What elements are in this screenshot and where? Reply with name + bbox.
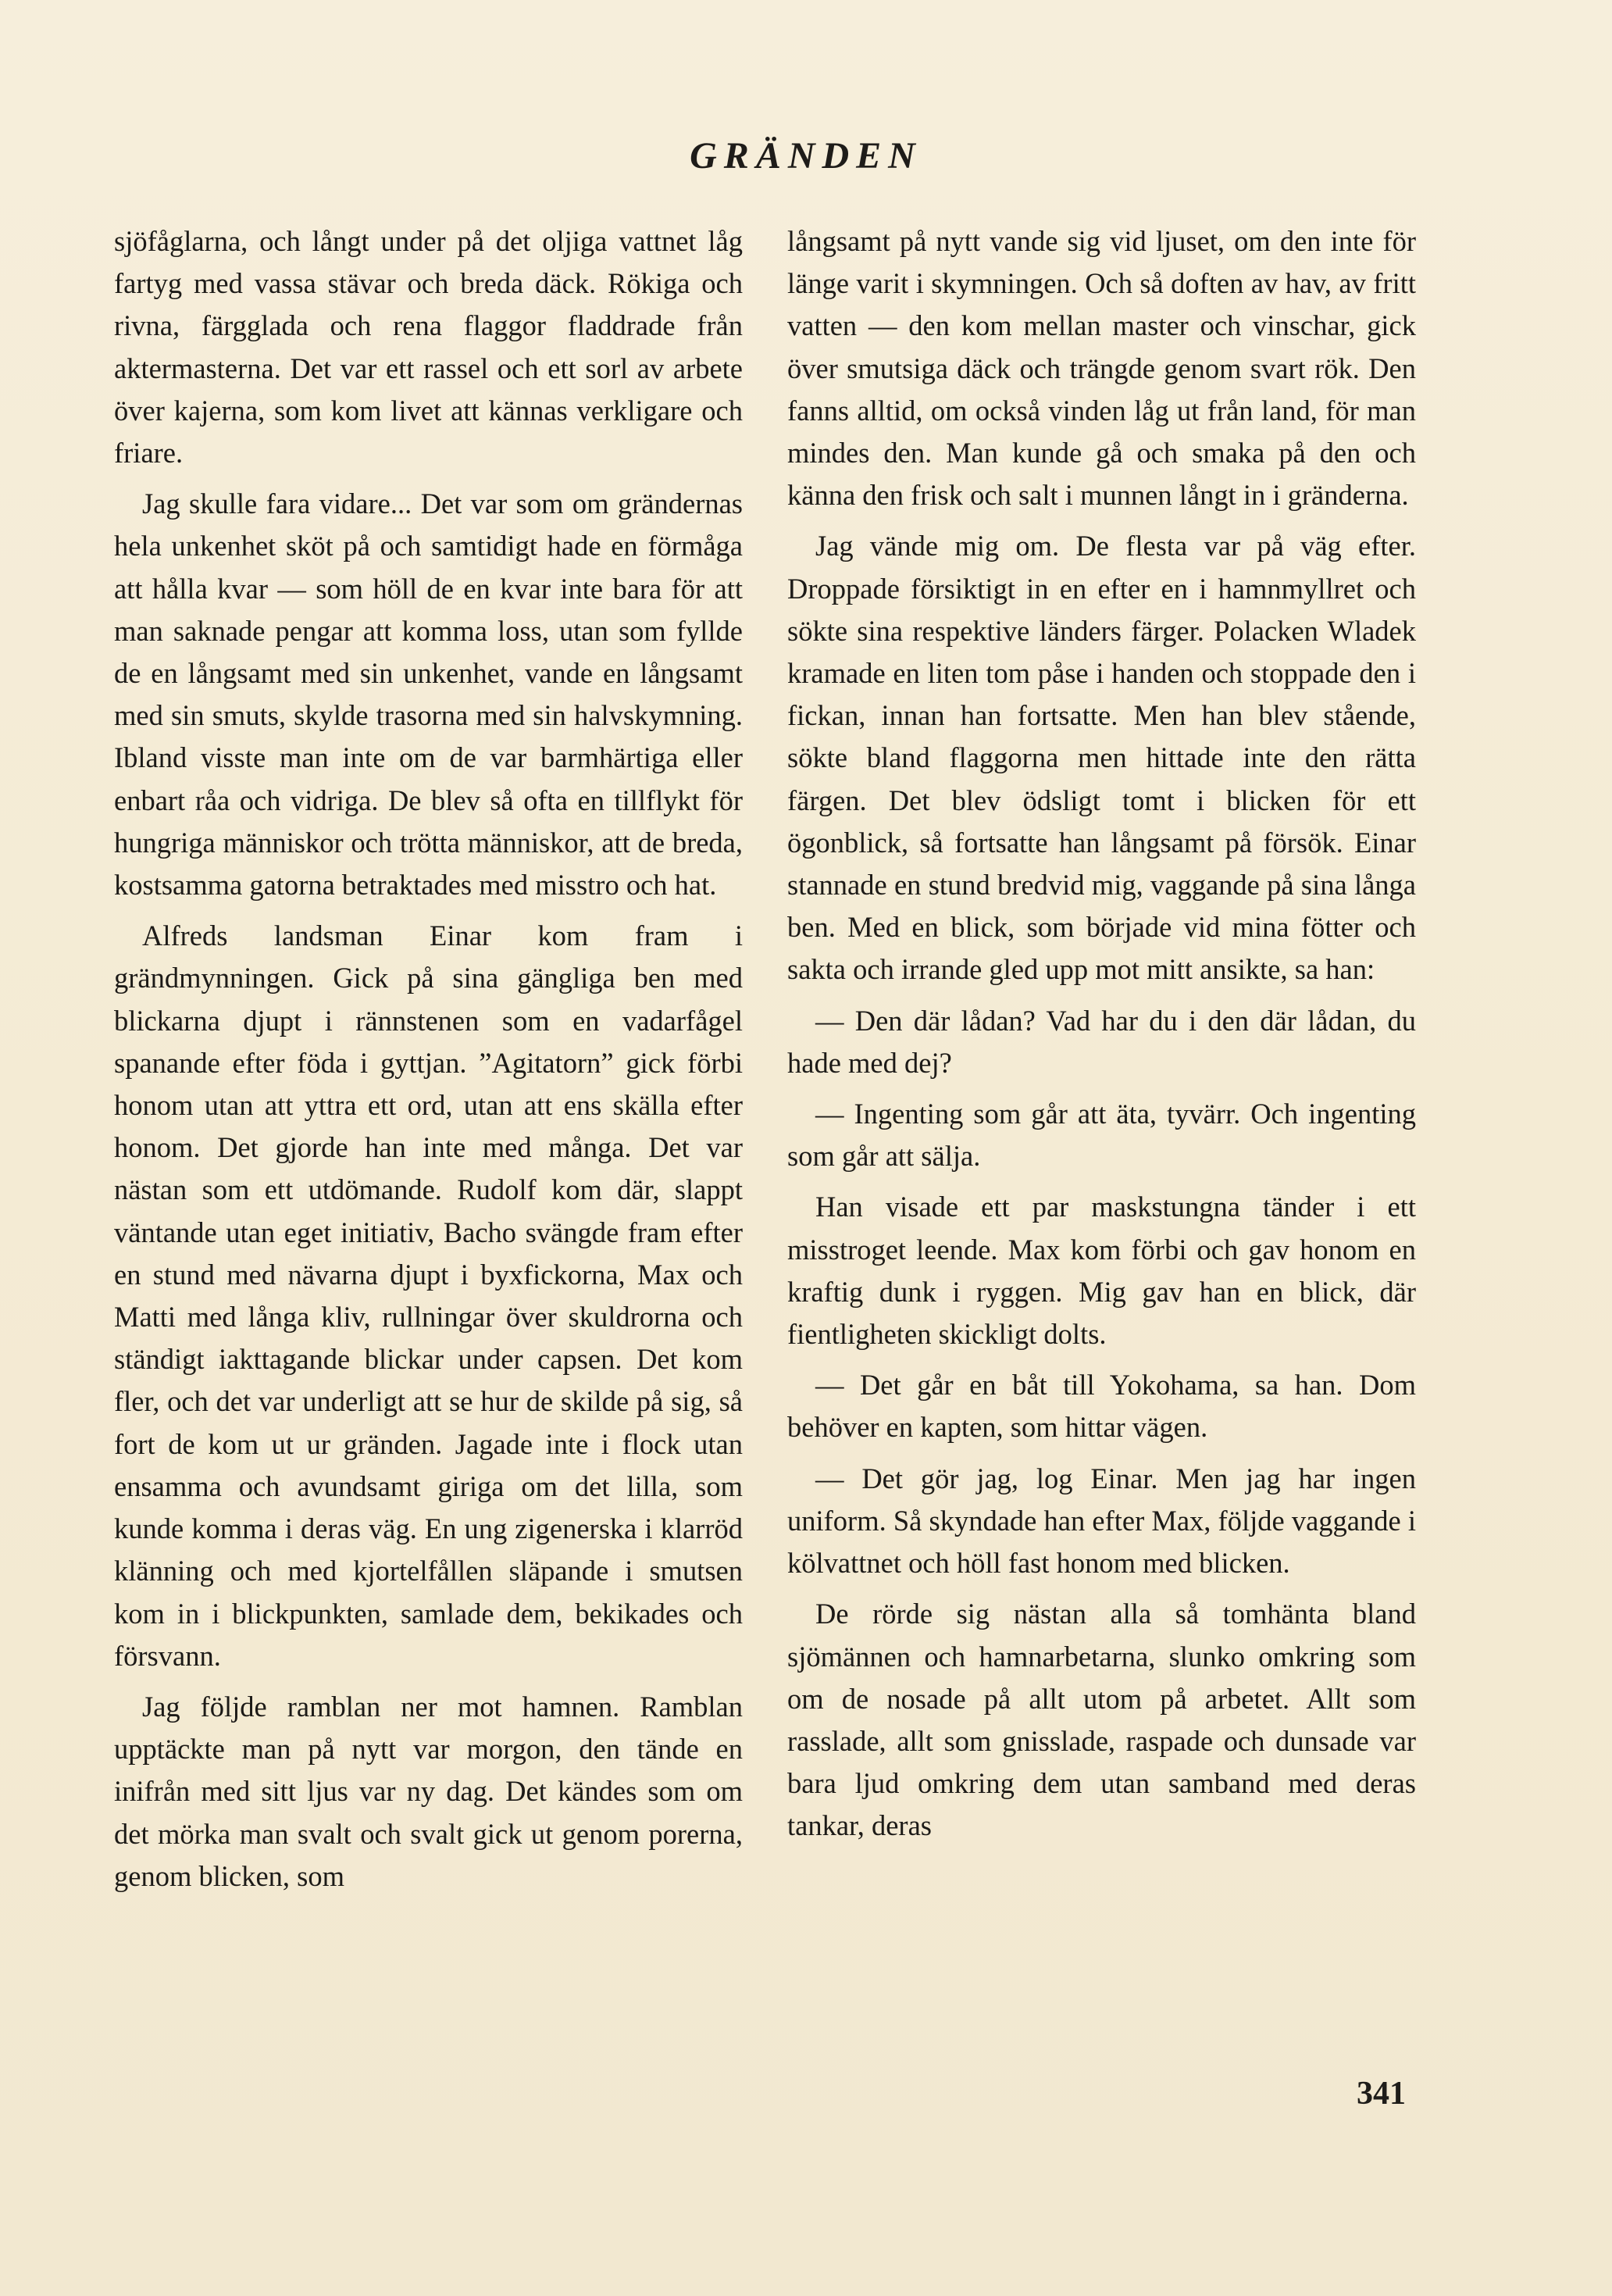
paragraph: Alfreds landsman Einar kom fram i grändmynningen. Gick på sina gängliga ben med blickarna djupt i rännstenen som en vadarfågel spanande efter föda i gyttjan. ”Agitatorn” gick förbi honom utan att yttra ett ord, utan att ens skälla efter honom. Det gjorde han inte med många. Det var nästan som ett utdömande. Rudolf kom där, slappt väntande utan eget initiativ, Bacho svängde fram efter en stund med nävarna djupt i byxfickorna, Max och Matti med långa kliv, rullningar över skuldrorna och ständigt iakttagande blickar under capsen. Det kom fler, och det var underligt att se hur de skilde på sig, så fort de kom ut ur gränden. Jagade inte i flock utan ensamma och avundsamt giriga om det lilla, som kunde komma i deras väg. En ung zigenerska i klarröd klänning och med kjortelfållen släpande i smutsen kom in i blickpunkten, samlade dem, bekikades och försvann.: [114, 919, 743, 1672]
paragraph: — Det går en båt till Yokohama, sa han. Dom behöver en kapten, som hittar vägen.: [787, 1369, 1416, 1444]
paragraph: — Ingenting som går att äta, tyvärr. Och ingenting som går att sälja.: [787, 1098, 1416, 1173]
paragraph: sjöfåglarna, och långt under på det oljiga vattnet låg fartyg med vassa stävar och breda däck. Rökiga och rivna, färgglada och rena flaggor fladdrade från aktermasterna. Det var ett rassel och ett sorl av arbete över kajerna, som kom livet att kännas verkligare och friare.: [114, 225, 743, 470]
running-head: GRÄNDEN: [690, 135, 922, 177]
paragraph: De rörde sig nästan alla så tomhänta bland sjömännen och hamnarbetarna, slunko omkring som om de nosade på allt utom på arbetet. Allt som rasslade, allt som gnisslade, raspade och dunsade var bara ljud omkring dem utan samband med deras tankar, deras: [787, 1598, 1416, 1842]
paragraph: Jag skulle fara vidare... Det var som om grändernas hela unkenhet sköt på och samtidigt hade en förmåga att hålla kvar — som höll de en kvar inte bara för att man saknade pengar att komma loss, utan som fyllde de en långsamt med sin unkenhet, vande en långsamt med sin smuts, skylde trasorna med sin halvskymning. Ibland visste man inte om de var barmhärtiga eller enbart råa och vidriga. De blev så ofta en tillflykt för hungriga människor och trötta människor, att de breda, kostsamma gatorna betraktades med misstro och hat.: [114, 487, 743, 902]
paragraph: — Det gör jag, log Einar. Men jag har ingen uniform. Så skyndade han efter Max, följde vaggande i kölvattnet och höll fast honom med blicken.: [787, 1462, 1416, 1580]
page-number: 341: [1357, 2076, 1406, 2112]
paragraph: Han visade ett par maskstungna tänder i ett misstroget leende. Max kom förbi och gav honom en kraftig dunk i ryggen. Mig gav han en blick, där fientligheten skickligt dolts.: [787, 1191, 1416, 1351]
paragraph: Jag vände mig om. De flesta var på väg efter. Droppade försiktigt in en efter en i hamnmyllret och sökte sina respektive länders färger. Polacken Wladek kramade en liten tom påse i handen och stoppade den i fickan, innan han fortsatte. Men han blev stående, sökte bland flaggorna men hittade inte den rätta färgen. Det blev ödsligt tomt i blicken för ett ögonblick, så fortsatte han långsamt på försök. Einar stannade en stund bredvid mig, vaggande på sina långa ben. Med en blick, som började vid mina fötter och sakta och irrande gled upp mot mitt ansikte, sa han:: [787, 530, 1416, 986]
paragraph: Jag följde ramblan ner mot hamnen. Ramblan upptäckte man på nytt var morgon, den tände en inifrån med sitt ljus var ny dag. Det kändes som om det mörka man svalt och svalt gick ut genom porerna, genom blicken, som: [114, 1690, 743, 1892]
left-column: [114, 220, 743, 1906]
right-column: [787, 220, 1416, 1856]
paragraph: — Den där lådan? Vad har du i den där lådan, du hade med dej?: [787, 1004, 1416, 1079]
paragraph: långsamt på nytt vande sig vid ljuset, om den inte för länge varit i skymningen. Och så doften av hav, av fritt vatten — den kom mellan master och vinschar, gick över smutsiga däck och trängde genom svart rök. Den fanns alltid, om också vinden låg ut från land, för man mindes den. Man kunde gå och smaka på den och känna den frisk och salt i munnen långt in i gränderna.: [787, 225, 1416, 512]
